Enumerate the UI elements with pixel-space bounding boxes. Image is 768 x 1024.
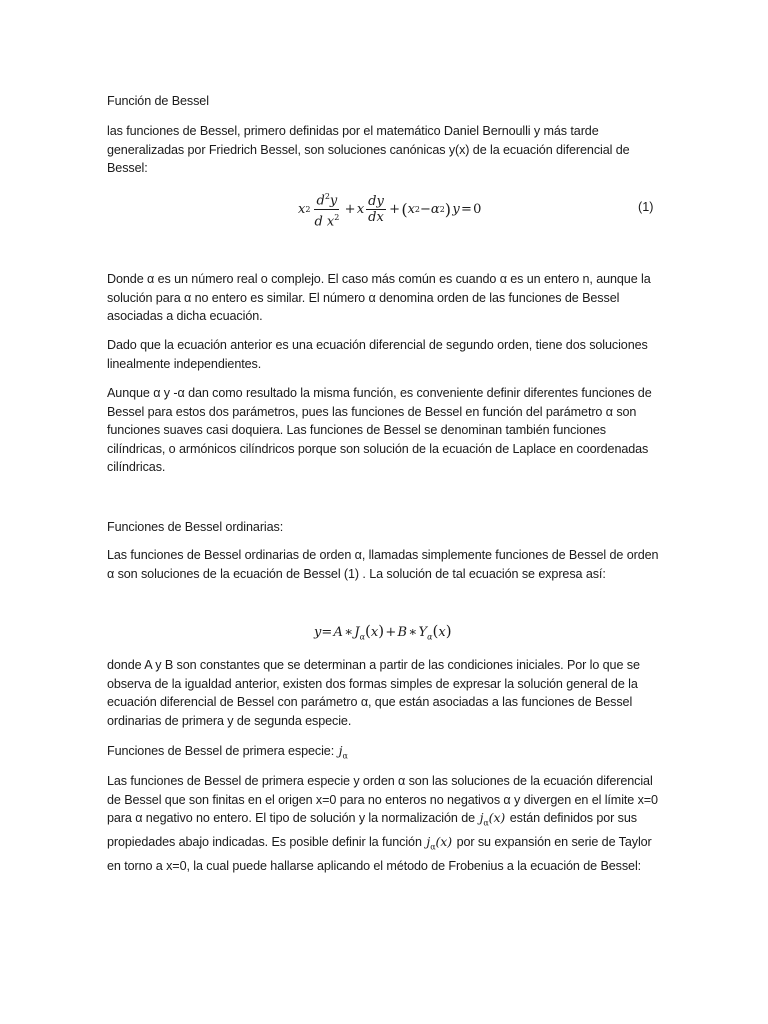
first-derivative-fraction: $\frac{dy}{dx}$ xyxy=(368,193,384,225)
first-kind-text-c: por su expansión en serie de Taylor en torno a x=0, la cual puede hallarse aplicando el método de Frobenius a la ecuación de Bessel: xyxy=(107,835,652,874)
j-alpha-x-symbol: $j_\alpha(x)$ xyxy=(478,810,507,828)
first-kind-heading: Funciones de Bessel de primera especie: xyxy=(107,744,335,758)
first-kind-text-a: Las funciones de Bessel de primera especie y orden α son las soluciones de la ecuación diferencial de Bessel que son finitas en el origen x=0 para no enteros no negativos α y divergen en el límite x=0 para α negativo no entero. El tipo de solución y la normalización de xyxy=(107,774,658,826)
constants-paragraph: donde A y B son constantes que se determinan a partir de las condiciones iniciales. Por lo que se observa de la igualdad anterior, existen dos formas simples de expresar la solución general de la ecuación diferencial de Bessel con parámetro α, que están asociadas a las funciones de Bessel ordinarias de primera y de segunda especie. xyxy=(107,658,640,728)
ordinary-paragraph: Las funciones de Bessel ordinarias de orden α, llamadas simplemente funciones de Bessel de orden α son soluciones de la ecuación de Bessel (1) . La solución de tal ecuación se expresa así: xyxy=(107,548,659,581)
first-kind-text-b: están definidos por sus propiedades abajo indicadas. Es posible definir la función xyxy=(107,811,637,850)
document-title: Función de Bessel xyxy=(107,94,209,108)
ordinary-heading: Funciones de Bessel ordinarias: xyxy=(107,520,284,534)
first-kind-paragraph xyxy=(107,772,659,876)
cylindrical-paragraph: Aunque α y -α dan como resultado la misma función, es conveniente definir diferentes funciones de Bessel para estos dos parámetros, pues las funciones de Bessel en función del parámetro α son funciones suaves casi doquiera. Las funciones de Bessel se denominan también funciones cilíndricas, o armónicos cilíndricos porque son solución de la ecuación de Laplace en coordenadas cilíndricas. xyxy=(107,386,652,475)
bessel-differential-equation: x 2 $\frac{d^2y}{d x^2}$ + x $\frac{dy}{dx}$ + ( x 2 − α 2 ) y = 0 xyxy=(298,188,481,230)
general-solution-equation: y= A ∗ $J_\alpha(x)$ + B ∗ $Y_\alpha(x)$ xyxy=(314,622,452,642)
alpha-paragraph: Donde α es un número real o complejo. El caso más común es cuando α es un entero n, aunque la solución para α no entero es similar. El número α denomina orden de las funciones de Bessel asociadas a dicha ecuación. xyxy=(107,272,651,324)
second-derivative-fraction: $\frac{d^2y}{d x^2}$ xyxy=(312,189,341,229)
first-kind-heading-line xyxy=(107,742,659,766)
j-alpha-symbol: $j_\alpha$ xyxy=(337,743,348,761)
j-alpha-x-symbol-2: $j_\alpha(x)$ xyxy=(425,834,454,852)
intro-paragraph: las funciones de Bessel, primero definidas por el matemático Daniel Bernoulli y más tarde generalizadas por Friedrich Bessel, son soluciones canónicas y(x) de la ecuación diferencial de Bessel: xyxy=(107,124,630,176)
second-order-paragraph: Dado que la ecuación anterior es una ecuación diferencial de segundo orden, tiene dos soluciones linealmente independientes. xyxy=(107,338,648,371)
equation-number: (1) xyxy=(638,200,654,214)
